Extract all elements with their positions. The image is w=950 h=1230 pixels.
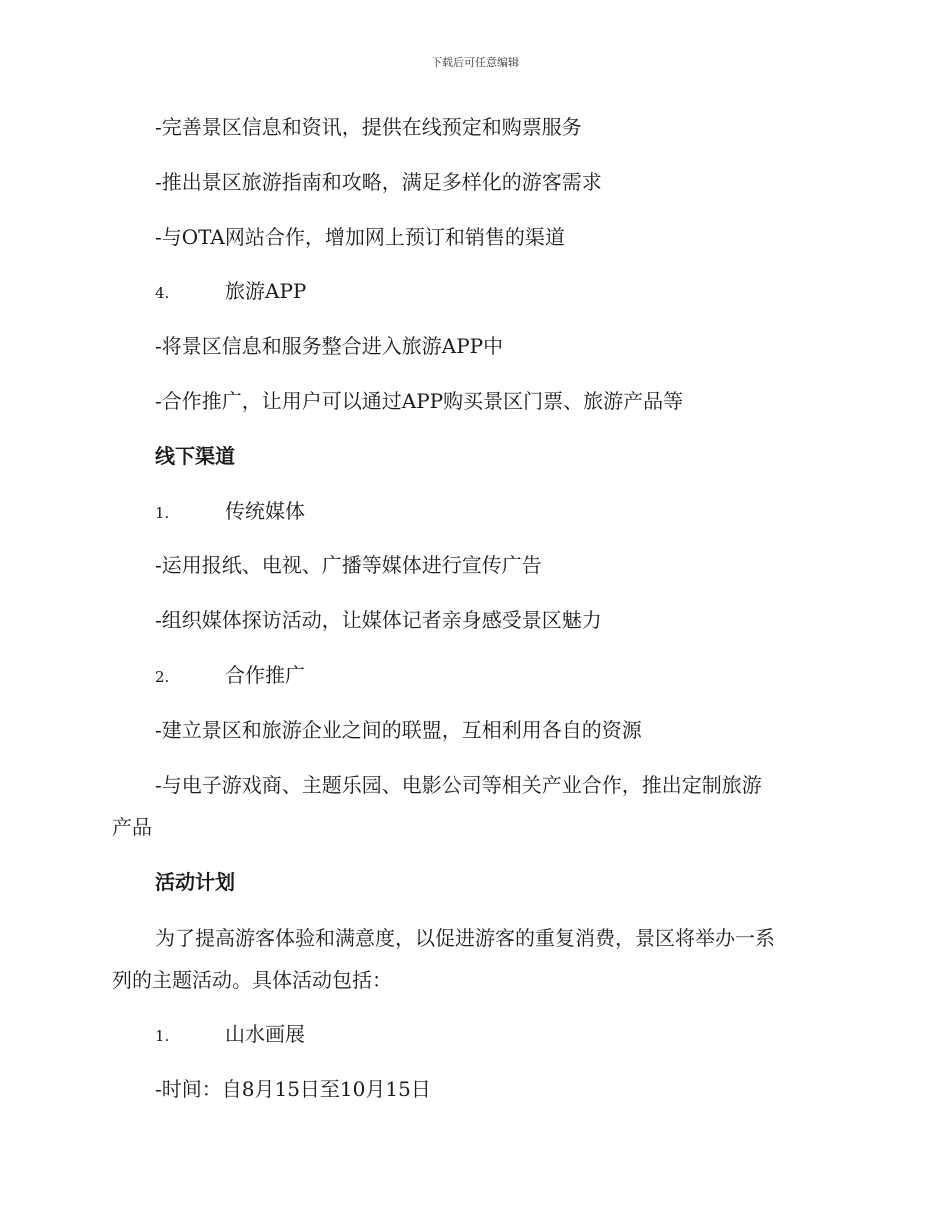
item-text: 合作推广 [225, 663, 305, 687]
numbered-item [155, 277, 306, 307]
numbered-item [155, 497, 305, 527]
bullet-line: -合作推广，让用户可以通过APP购买景区门票、旅游产品等 [155, 389, 684, 413]
page-header: 下载后可任意编辑 [431, 56, 519, 69]
bullet-line-continuation: 产品 [112, 815, 152, 839]
item-text: 旅游APP [225, 279, 307, 303]
item-number: 1. [155, 1027, 170, 1045]
bullet-line: -与电子游戏商、主题乐园、电影公司等相关产业合作，推出定制旅游 [155, 773, 762, 797]
item-text: 传统媒体 [225, 499, 305, 523]
paragraph-line: 为了提高游客体验和满意度，以促进游客的重复消费，景区将举办一系 [155, 926, 775, 950]
section-heading: 活动计划 [155, 870, 235, 894]
item-number: 2. [155, 668, 170, 686]
bullet-line: -推出景区旅游指南和攻略，满足多样化的游客需求 [155, 170, 602, 194]
numbered-item [155, 1020, 305, 1050]
bullet-line: -与OTA网站合作，增加网上预订和销售的渠道 [155, 225, 565, 249]
section-heading: 线下渠道 [155, 444, 235, 468]
bullet-line: -将景区信息和服务整合进入旅游APP中 [155, 334, 504, 358]
bullet-line: -时间：自8月15日至10月15日 [155, 1077, 431, 1101]
item-text: 山水画展 [225, 1022, 305, 1046]
numbered-item [155, 661, 305, 691]
paragraph-line-continuation: 列的主题活动。具体活动包括： [112, 968, 392, 992]
bullet-line: -运用报纸、电视、广播等媒体进行宣传广告 [155, 553, 542, 577]
bullet-line: -建立景区和旅游企业之间的联盟，互相利用各自的资源 [155, 718, 642, 742]
bullet-line: -完善景区信息和资讯，提供在线预定和购票服务 [155, 115, 582, 139]
item-number: 4. [155, 284, 170, 302]
item-number: 1. [155, 504, 170, 522]
bullet-line: -组织媒体探访活动，让媒体记者亲身感受景区魅力 [155, 608, 602, 632]
